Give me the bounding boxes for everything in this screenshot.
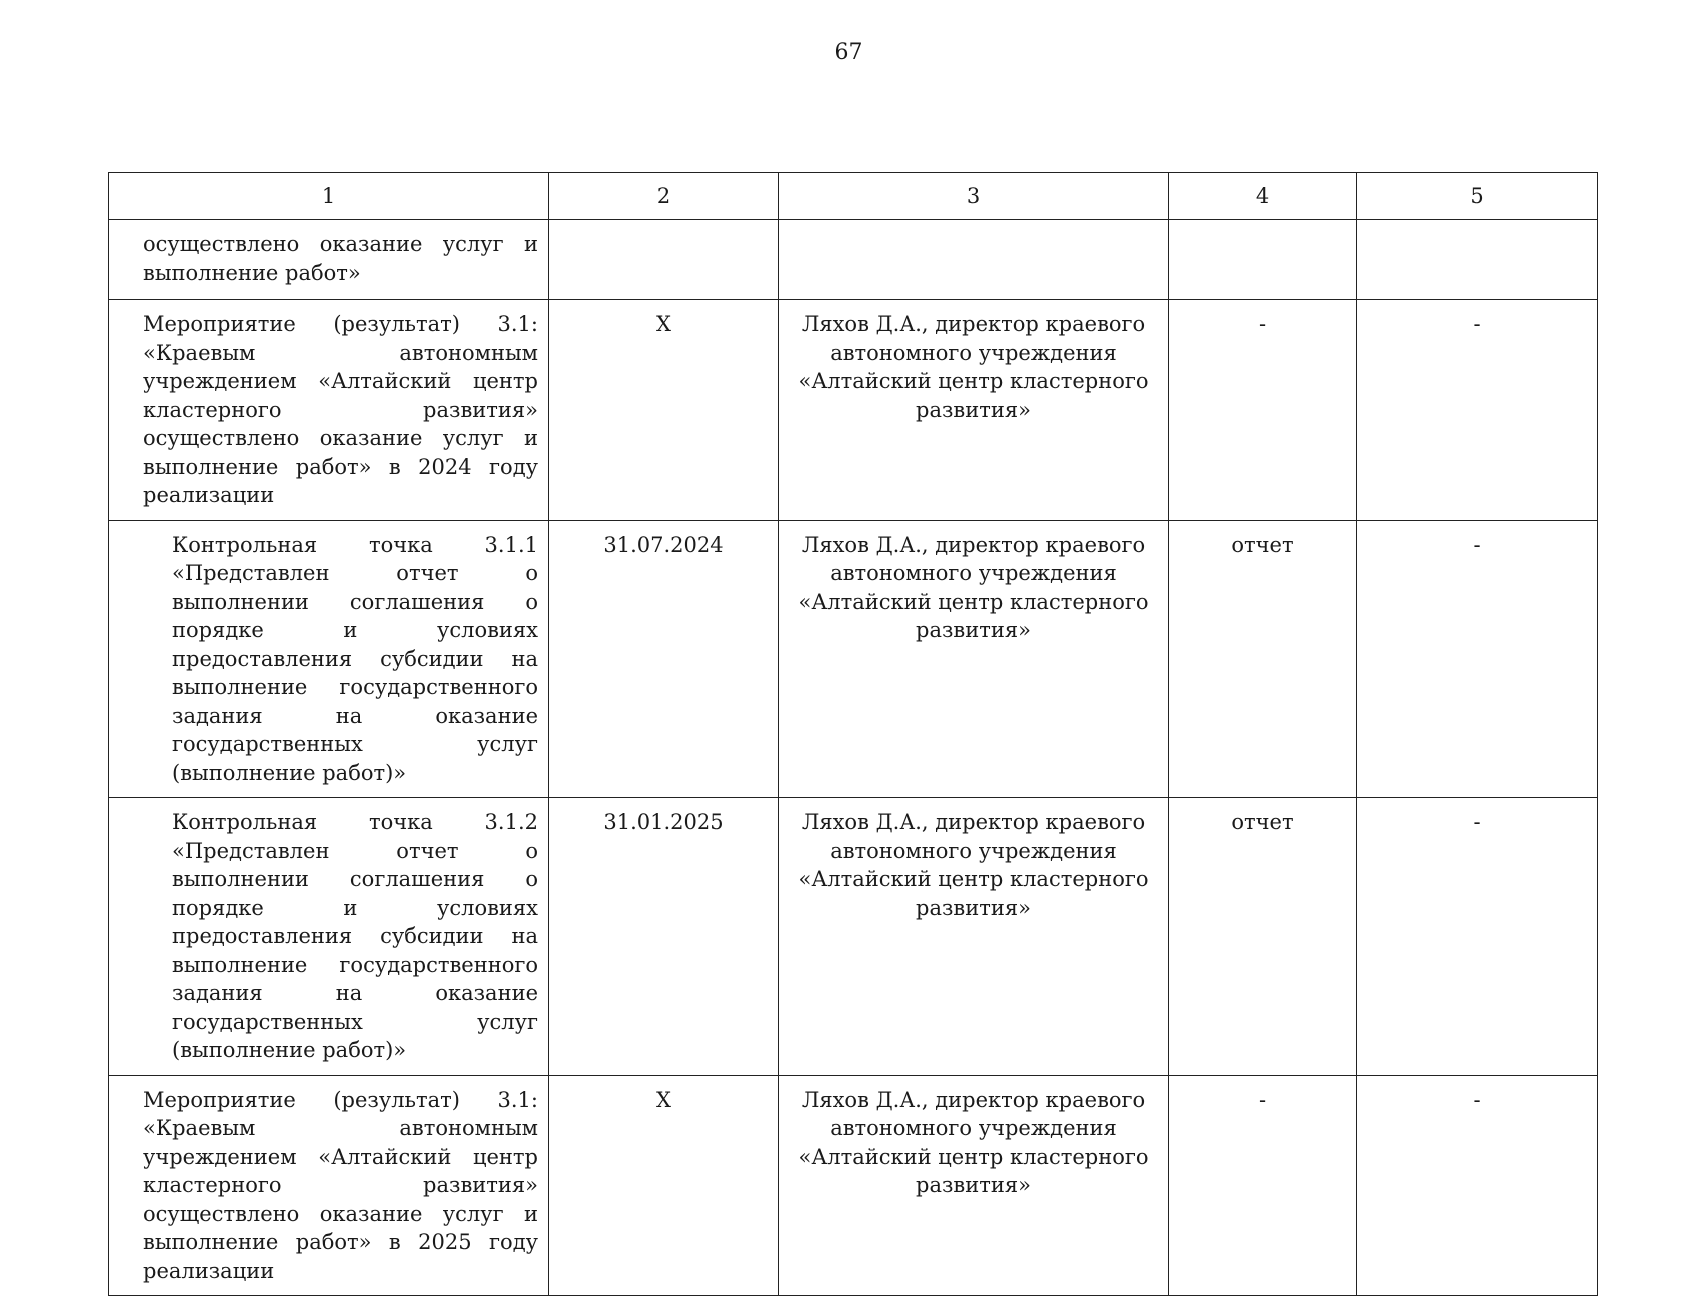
row-description: осуществлено оказание услуг и выполнение работ»: [109, 220, 549, 300]
data-table: [108, 172, 1598, 1296]
table-row: [109, 220, 1598, 300]
row-description: Мероприятие (результат) 3.1: «Краевым автономным учреждением «Алтайский центр кластерного развития» осуществлено оказание услуг и выполнение работ» в 2024 году реализации: [109, 300, 549, 521]
row-description: Мероприятие (результат) 3.1: «Краевым автономным учреждением «Алтайский центр кластерного развития» осуществлено оказание услуг и выполнение работ» в 2025 году реализации: [109, 1075, 549, 1296]
row-date: 31.01.2025: [549, 798, 779, 1076]
row-description: Контрольная точка 3.1.1 «Представлен отчет о выполнении соглашения о порядке и условиях предоставления субсидии на выполнение государственного задания на оказание государственных услуг (выполнение работ)»: [109, 520, 549, 798]
row-responsible: Ляхов Д.А., директор краевого автономного учреждения «Алтайский центр кластерного развития»: [779, 798, 1169, 1076]
row-date: 31.07.2024: [549, 520, 779, 798]
row-responsible: Ляхов Д.А., директор краевого автономного учреждения «Алтайский центр кластерного развития»: [779, 1075, 1169, 1296]
row-note: -: [1357, 1075, 1598, 1296]
row-document: отчет: [1169, 520, 1357, 798]
table-row: [109, 798, 1598, 1076]
row-date: X: [549, 1075, 779, 1296]
row-note: [1357, 220, 1598, 300]
column-header: 1: [109, 173, 549, 220]
table-row: [109, 520, 1598, 798]
row-responsible: Ляхов Д.А., директор краевого автономного учреждения «Алтайский центр кластерного развития»: [779, 520, 1169, 798]
row-document: [1169, 220, 1357, 300]
row-responsible: Ляхов Д.А., директор краевого автономного учреждения «Алтайский центр кластерного развития»: [779, 300, 1169, 521]
page-number: 67: [834, 40, 863, 65]
row-responsible: [779, 220, 1169, 300]
column-header: 3: [779, 173, 1169, 220]
row-date: X: [549, 300, 779, 521]
row-note: -: [1357, 520, 1598, 798]
row-description: Контрольная точка 3.1.2 «Представлен отчет о выполнении соглашения о порядке и условиях предоставления субсидии на выполнение государственного задания на оказание государственных услуг (выполнение работ)»: [109, 798, 549, 1076]
table-header-row: [109, 173, 1598, 220]
column-header: 2: [549, 173, 779, 220]
row-date: [549, 220, 779, 300]
table-row: [109, 1075, 1598, 1296]
row-document: -: [1169, 300, 1357, 521]
row-document: отчет: [1169, 798, 1357, 1076]
row-note: -: [1357, 798, 1598, 1076]
row-document: -: [1169, 1075, 1357, 1296]
column-header: 5: [1357, 173, 1598, 220]
row-note: -: [1357, 300, 1598, 521]
table-row: [109, 300, 1598, 521]
column-header: 4: [1169, 173, 1357, 220]
